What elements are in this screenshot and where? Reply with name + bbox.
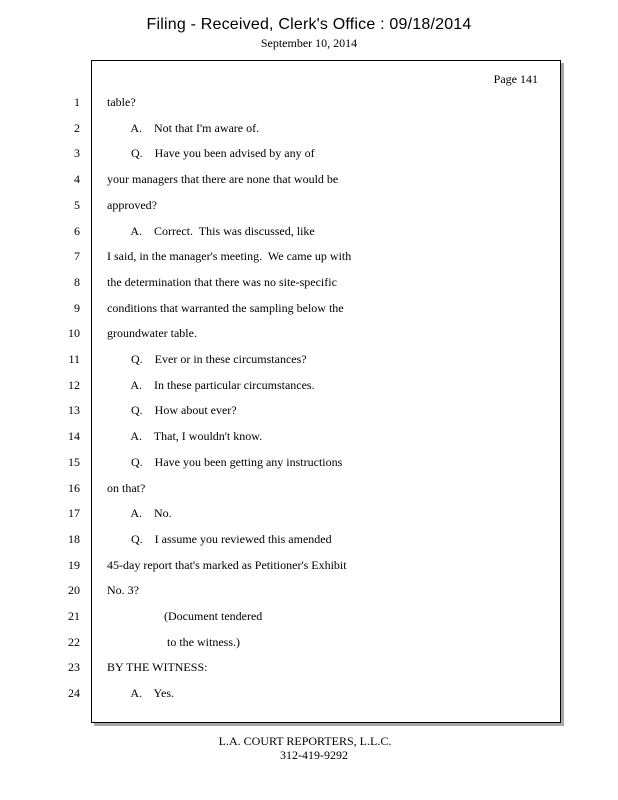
- line-number: 17: [68, 506, 80, 520]
- line-number: 7: [74, 249, 80, 263]
- line-number: 21: [68, 609, 80, 623]
- line-number: 6: [74, 224, 80, 238]
- transcript-line: A. That, I wouldn't know.: [107, 429, 263, 443]
- reporter-phone: 312-419-9292: [280, 748, 348, 762]
- page-number: Page 141: [493, 72, 538, 86]
- transcript-line: BY THE WITNESS:: [107, 660, 208, 674]
- transcript-line: approved?: [107, 198, 157, 212]
- transcript-line: Q. Have you been advised by any of: [107, 146, 315, 160]
- transcript-line: Q. Have you been getting any instructions: [107, 455, 343, 469]
- transcript-line: A. No.: [107, 506, 172, 520]
- line-number: 8: [74, 275, 80, 289]
- line-number: 19: [68, 558, 80, 572]
- transcript-line: Q. How about ever?: [107, 403, 237, 417]
- transcript-line: Q. Ever or in these circumstances?: [107, 352, 307, 366]
- transcript-line: 45-day report that's marked as Petitioner's Exhibit: [107, 558, 347, 572]
- transcript-line: A. In these particular circumstances.: [107, 378, 315, 392]
- line-number: 10: [68, 326, 80, 340]
- line-number: 22: [68, 635, 80, 649]
- line-number: 18: [68, 532, 80, 546]
- line-number: 15: [68, 455, 80, 469]
- line-number: 11: [68, 352, 80, 366]
- line-number: 2: [74, 121, 80, 135]
- line-number: 5: [74, 198, 80, 212]
- transcript-line: on that?: [107, 481, 146, 495]
- line-number: 23: [68, 660, 80, 674]
- transcript-line: your managers that there are none that would be: [107, 172, 339, 186]
- deposition-date: September 10, 2014: [260, 36, 358, 50]
- line-number: 12: [68, 378, 80, 392]
- transcript-line: groundwater table.: [107, 326, 197, 340]
- filing-stamp: Filing - Received, Clerk's Office : 09/18/2014: [146, 16, 472, 33]
- line-number: 24: [68, 686, 80, 700]
- line-number: 1: [74, 95, 80, 109]
- transcript-line: A. Yes.: [107, 686, 175, 700]
- line-number: 16: [68, 481, 80, 495]
- line-number: 3: [74, 146, 80, 160]
- transcript-line: (Document tendered: [107, 609, 263, 623]
- line-number: 13: [68, 403, 80, 417]
- transcript-line: table?: [107, 95, 136, 109]
- transcript-line: to the witness.): [107, 635, 240, 649]
- line-number: 14: [68, 429, 80, 443]
- transcript-line: I said, in the manager's meeting. We came up with: [107, 249, 352, 263]
- transcript-line: the determination that there was no site-specific: [107, 275, 337, 289]
- transcript-line: conditions that warranted the sampling below the: [107, 301, 344, 315]
- transcript-line: A. Not that I'm aware of.: [107, 121, 260, 135]
- line-number: 20: [68, 583, 80, 597]
- reporter-firm: L.A. COURT REPORTERS, L.L.C.: [218, 734, 392, 748]
- transcript-line: No. 3?: [107, 583, 139, 597]
- transcript-line: Q. I assume you reviewed this amended: [107, 532, 332, 546]
- line-number: 4: [74, 172, 80, 186]
- line-number: 9: [74, 301, 80, 315]
- transcript-line: A. Correct. This was discussed, like: [107, 224, 315, 238]
